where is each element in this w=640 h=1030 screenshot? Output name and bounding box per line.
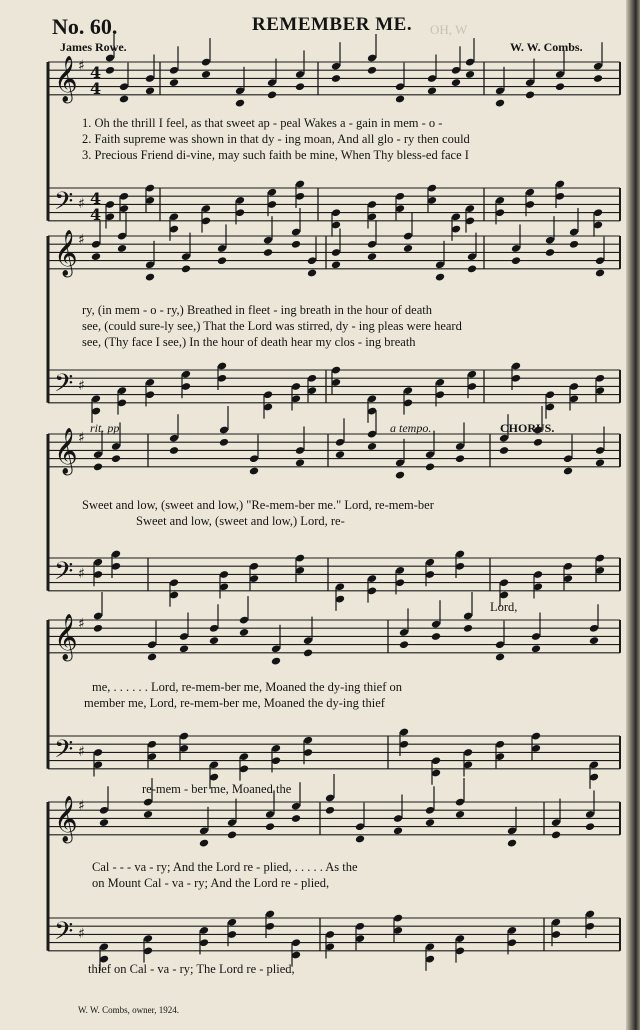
note-head: [105, 66, 115, 75]
sharp-icon: ♯: [78, 926, 85, 942]
note-head: [525, 90, 535, 99]
lyric-system-5-bass: thief on Cal - va - ry; The Lord re - plied,: [88, 962, 295, 976]
note-head: [395, 95, 405, 104]
bleed-through-header: OH, W: [430, 22, 468, 37]
note-head: [511, 256, 521, 265]
note-head: [249, 467, 259, 476]
note-head: [463, 624, 473, 633]
book-binding: [626, 0, 640, 1030]
lyric-verse-2-line-2: see, (could sure-ly see,) That the Lord was stirred, dy - ing pleas were heard: [82, 319, 462, 333]
note-head: [295, 458, 305, 467]
note-head: [399, 640, 409, 649]
hymn-number: No. 60.: [52, 14, 118, 39]
lyric-system-3-upper: Sweet and low, (sweet and low,) "Re-mem-ber me." Lord, re-mem-ber: [82, 498, 434, 512]
note-head: [431, 632, 441, 641]
sharp-icon: ♯: [78, 430, 85, 446]
note-head: [427, 86, 437, 95]
note-head: [425, 818, 435, 827]
note-head: [111, 454, 121, 463]
treble-clef-icon: 𝄞: [54, 428, 78, 474]
note-head: [595, 458, 605, 467]
note-head: [219, 438, 229, 447]
note-head: [291, 240, 301, 249]
note-head: [499, 446, 509, 455]
lyric-system-4-upper: me, . . . . . . Lord, re-mem-ber me, Moaned the dy-ing thief on: [92, 680, 402, 694]
note-head: [403, 244, 413, 253]
sharp-icon: ♯: [78, 378, 85, 394]
sharp-icon: ♯: [78, 744, 85, 760]
direction-rit: rit. pp: [90, 421, 120, 435]
lyric-system-3-alto: Sweet and low, (sweet and low,) Lord, re-: [136, 514, 345, 528]
direction-a-tempo: a tempo.: [390, 421, 432, 435]
lyric-system-3-bass: Lord,: [490, 600, 518, 614]
lyric-verse-1-line-2: ry, (in mem - o - ry,) Breathed in fleet - ing breath in the hour of death: [82, 303, 432, 317]
note-head: [563, 467, 573, 476]
bass-clef-icon: 𝄢: [54, 369, 74, 404]
note-head: [593, 74, 603, 83]
sharp-icon: ♯: [78, 58, 85, 74]
lyric-verse-2-line-1: 2. Faith supreme was shown in that dy - ing moan, And all glo - ry then could: [82, 132, 470, 146]
note-head: [451, 78, 461, 87]
treble-clef-icon: 𝄞: [54, 614, 78, 660]
time-signature-numerator: 4: [90, 63, 102, 82]
note-head: [551, 830, 561, 839]
note-head: [331, 74, 341, 83]
note-head: [495, 99, 505, 108]
note-head: [143, 810, 153, 819]
note-head: [545, 248, 555, 257]
time-signature-numerator: 4: [90, 189, 102, 208]
note-head: [335, 450, 345, 459]
note-head: [147, 653, 157, 662]
treble-clef-icon: 𝄞: [54, 230, 78, 276]
time-signature-denominator: 4: [90, 79, 102, 98]
note-head: [227, 830, 237, 839]
note-head: [367, 252, 377, 261]
note-head: [169, 78, 179, 87]
note-head: [119, 95, 129, 104]
note-head: [393, 826, 403, 835]
lyricist: James Rowe.: [60, 40, 127, 54]
lyric-system-4-bass: re-mem - ber me, Moaned the: [142, 782, 292, 796]
note-head: [199, 839, 209, 848]
time-signature-denominator: 4: [90, 205, 102, 224]
note-head: [595, 269, 605, 278]
lyric-system-5-upper: Cal - - - va - ry; And the Lord re - plied, . . . . . As the: [92, 860, 358, 874]
composer: W. W. Combs.: [510, 40, 583, 54]
chorus-heading: CHORUS.: [500, 421, 555, 435]
treble-clef-icon: 𝄞: [54, 796, 78, 842]
note-head: [263, 248, 273, 257]
note-head: [367, 442, 377, 451]
note-head: [395, 471, 405, 480]
note-head: [467, 264, 477, 273]
note-head: [145, 273, 155, 282]
note-head: [267, 90, 277, 99]
note-head: [93, 462, 103, 471]
note-head: [507, 839, 517, 848]
sharp-icon: ♯: [78, 798, 85, 814]
note-head: [181, 264, 191, 273]
lyric-verse-1-line-1: 1. Oh the thrill I feel, as that sweet ap - peal Wakes a - gain in mem - o -: [82, 116, 443, 130]
note-head: [331, 260, 341, 269]
lyric-system-5-alto: on Mount Cal - va - ry; And the Lord re - plied,: [92, 876, 330, 890]
note-head: [455, 454, 465, 463]
bass-clef-icon: 𝄢: [54, 735, 74, 770]
note-head: [367, 66, 377, 75]
lyric-verse-3-line-1: 3. Precious Friend di-vine, may such faith be mine, When Thy bless-ed face I: [82, 148, 469, 162]
hymn-title: REMEMBER ME.: [252, 14, 413, 35]
note-head: [307, 269, 317, 278]
sharp-icon: ♯: [78, 196, 85, 212]
note-head: [99, 818, 109, 827]
note-head: [531, 644, 541, 653]
note-head: [169, 446, 179, 455]
note-head: [533, 438, 543, 447]
note-head: [495, 653, 505, 662]
note-head: [235, 99, 245, 108]
copyright-owner: W. W. Combs, owner, 1924.: [78, 1005, 180, 1015]
bass-clef-icon: 𝄢: [54, 557, 74, 592]
note-head: [271, 657, 281, 666]
note-head: [325, 806, 335, 815]
note-head: [91, 252, 101, 261]
sharp-icon: ♯: [78, 566, 85, 582]
note-head: [93, 624, 103, 633]
bass-clef-icon: 𝄢: [54, 917, 74, 952]
note-head: [295, 82, 305, 91]
note-head: [465, 70, 475, 79]
note-head: [569, 240, 579, 249]
note-head: [117, 244, 127, 253]
note-head: [435, 273, 445, 282]
note-head: [179, 644, 189, 653]
note-head: [291, 814, 301, 823]
sharp-icon: ♯: [78, 232, 85, 248]
bass-clef-icon: 𝄢: [54, 187, 74, 222]
note-head: [265, 822, 275, 831]
note-head: [425, 462, 435, 471]
note-head: [355, 835, 365, 844]
note-head: [589, 636, 599, 645]
treble-clef-icon: 𝄞: [54, 56, 78, 102]
note-head: [303, 648, 313, 657]
note-head: [555, 82, 565, 91]
note-head: [201, 70, 211, 79]
lyric-verse-3-line-2: see, (Thy face I see,) In the hour of death hear my clos - ing breath: [82, 335, 416, 349]
note-head: [217, 256, 227, 265]
note-head: [145, 86, 155, 95]
sharp-icon: ♯: [78, 616, 85, 632]
note-head: [455, 810, 465, 819]
note-head: [239, 628, 249, 637]
note-head: [585, 822, 595, 831]
note-head: [209, 636, 219, 645]
lyric-system-4-alto: member me, Lord, re-mem-ber me, Moaned the dy-ing thief: [84, 696, 385, 710]
